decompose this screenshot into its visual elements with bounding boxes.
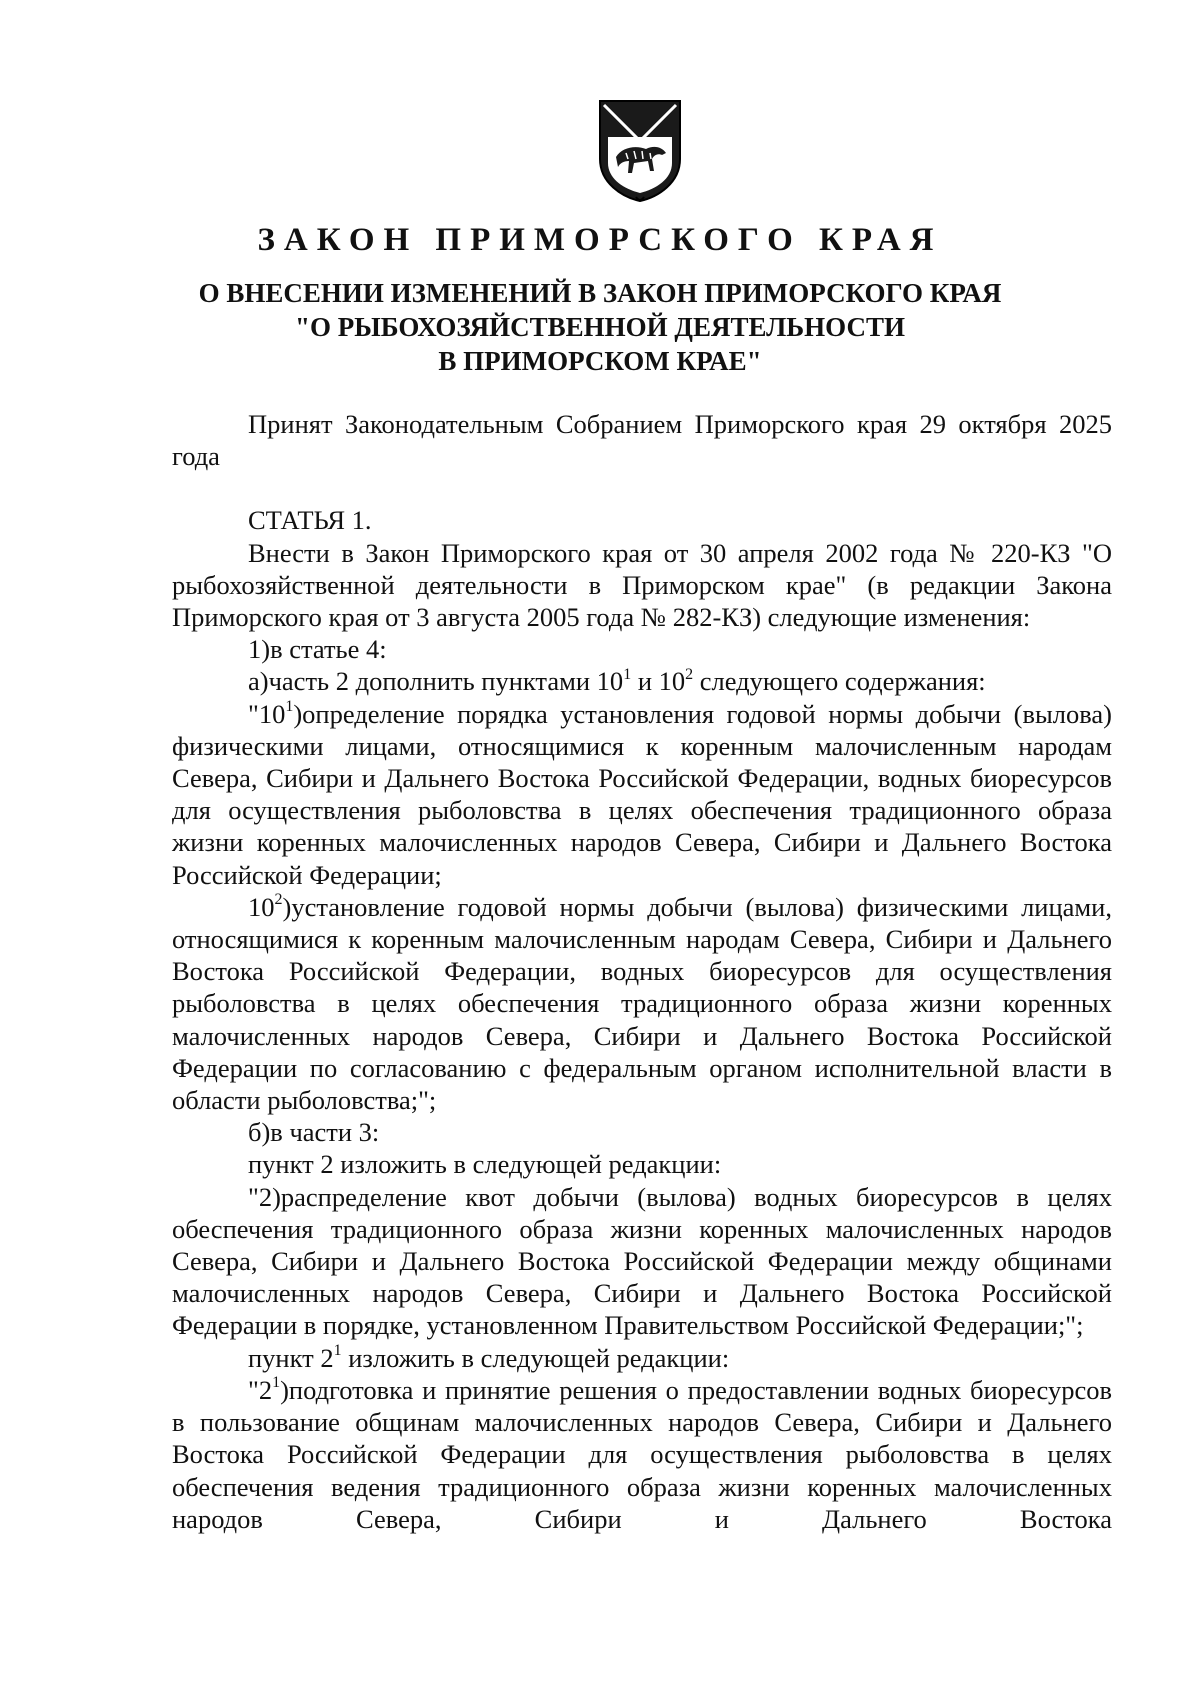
article-heading: СТАТЬЯ 1. [248,505,372,536]
law-subtitle [180,276,1020,378]
paragraph-2-1: "$2^1)подготовка$ и принятие решения о предоставлении водных биоресурсов в пользование общинам малочисленных народов Севера, Сибири и Дальнего Востока Российской Федерации для осуществления рыболовства в целях обеспечения ведения традиционного образа жизни коренных малочисленных народов Севера, Сибири и Дальнего Востока [172,1374,1112,1534]
item-1: 1)в статье 4: [248,634,387,665]
article-intro: Внести в Закон Приморского края от 30 апреля 2002 года № 220-КЗ "О рыбохозяйственной деятельности в Приморском крае" (в редакции Закона Приморского края от 3 августа 2005 года № 282-КЗ) следующие изменения: [172,537,1112,633]
law-subtitle-line: В ПРИМОРСКОМ КРАЕ" [438,346,762,376]
law-subtitle-line: О ВНЕСЕНИИ ИЗМЕНЕНИЙ В ЗАКОН ПРИМОРСКОГО КРАЯ [198,278,1002,308]
adoption-note: Принят Законодательным Собранием Приморского края 29 октября 2025 года [172,409,1112,472]
paragraph-10-2: $10^2)установление$ годовой нормы добычи (вылова) физическими лицами, относящимися к коренным малочисленным народам Севера, Сибири и Дальнего Востока Российской Федерации, водных биоресурсов для осуществления рыболовства в целях обеспечения традиционного образа жизни коренных малочисленных народов Севера, Сибири и Дальнего Востока Российской Федерации по согласованию с федеральным органом исполнительной власти в области рыболовства;"; [172,891,1112,1116]
item-a: а)часть 2 дополнить пунктами $10^1$ и $10^2$ следующего содержания: [248,665,986,697]
paragraph-2: "2)распределение квот добычи (вылова) водных биоресурсов в целях обеспечения традиционного образа жизни коренных малочисленных народов Севера, Сибири и Дальнего Востока Российской Федерации между общинами малочисленных народов Севера, Сибири и Дальнего Востока Российской Федерации в порядке, установленном Правительством Российской Федерации;"; [172,1181,1112,1341]
paragraph-10-1: "$10^1)определение$ порядка установления годовой нормы добычи (вылова) физическими лицами, относящимися к коренным малочисленным народам Севера, Сибири и Дальнего Востока Российской Федерации, водных биоресурсов для осуществления рыболовства в целях обеспечения традиционного образа жизни коренных малочисленных народов Севера, Сибири и Дальнего Востока Российской Федерации; [172,697,1112,890]
coat-of-arms-icon [596,97,684,205]
law-body [172,408,1112,1535]
paragraph-2-intro: пункт 2 изложить в следующей редакции: [248,1149,722,1180]
paragraph-2-1-intro: пункт $2^1$ изложить в следующей редакции: [248,1341,730,1373]
law-subtitle-line: "О РЫБОХОЗЯЙСТВЕННОЙ ДЕЯТЕЛЬНОСТИ [295,312,905,342]
law-title: ЗАКОН ПРИМОРСКОГО КРАЯ [257,222,943,258]
item-b: б)в части 3: [248,1117,380,1148]
